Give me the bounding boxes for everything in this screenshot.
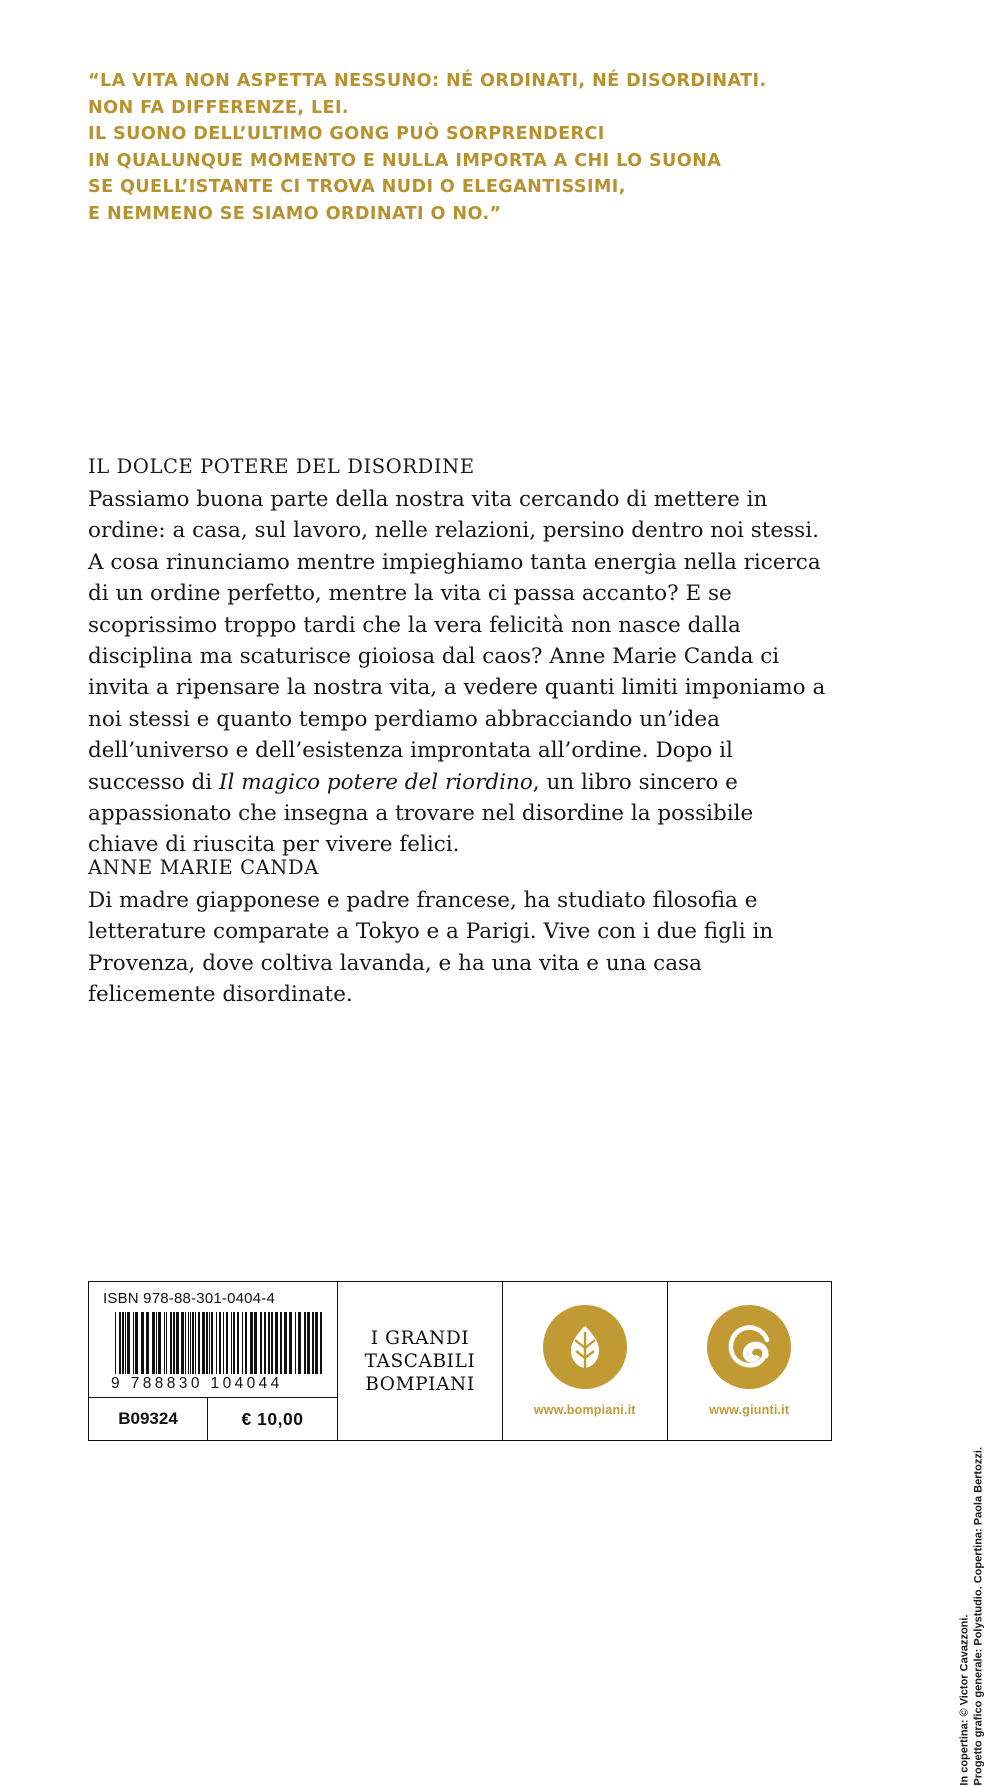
barcode-image <box>115 1312 327 1374</box>
giunti-url[interactable]: www.giunti.it <box>709 1403 790 1417</box>
price: € 10,00 <box>241 1408 304 1429</box>
pull-quote-line-1: “LA VITA NON ASPETTA NESSUNO: NÉ ORDINATI, NÉ DISORDINATI. <box>88 71 767 91</box>
barcode-digits: 9 788830 104044 <box>111 1375 283 1392</box>
imprint-line-1: I GRANDI <box>370 1327 470 1349</box>
pull-quote-line-6: E NEMMENO SE SIAMO ORDINATI O NO.” <box>88 203 502 224</box>
imprint-line-2: TASCABILI <box>364 1350 476 1372</box>
imprint-line-3: BOMPIANI <box>365 1373 475 1395</box>
blurb-body-part2: , un libro sincero e appassionato che insegna a trovare nel disordine la possibile chiave di riuscita per vivere felici. <box>88 769 754 858</box>
pull-quote-line-3: IL SUONO DELL’ULTIMO GONG PUÒ SORPRENDERCI <box>88 124 605 144</box>
pull-quote <box>88 68 868 227</box>
giunti-logo-block <box>667 1282 832 1440</box>
blurb-section <box>88 452 828 861</box>
product-code: B09324 <box>89 1398 208 1440</box>
isbn-barcode-block <box>89 1282 337 1440</box>
bompiani-logo-icon <box>543 1305 627 1389</box>
imprint-lines <box>365 1327 476 1396</box>
pull-quote-line-2: NON FA DIFFERENZE, LEI. <box>88 97 350 118</box>
isbn-top <box>89 1282 337 1397</box>
isbn-label: ISBN 978-88-301-0404-4 <box>103 1290 276 1307</box>
author-name: ANNE MARIE CANDA <box>88 856 319 879</box>
giunti-logo-icon <box>707 1305 791 1389</box>
pull-quote-line-4: IN QUALUNQUE MOMENTO E NULLA IMPORTA A CHI LO SUONA <box>88 150 722 171</box>
isbn-bottom-row <box>89 1397 337 1440</box>
blurb-body-italic-title: Il magico potere del riordino <box>219 769 533 795</box>
imprint-block <box>337 1282 502 1440</box>
cover-credits <box>958 1447 986 1786</box>
blurb-body-part1: Passiamo buona parte della nostra vita cercando di mettere in ordine: a casa, sul lavoro, nelle relazioni, persino dentro noi stessi. A cosa rinunciamo mentre impieghiamo tanta energia nella ricerca di un ordine perfetto, mentre la vita ci passa accanto? E se scoprissimo troppo tardi che la vera felicità non nasce dalla disciplina ma scaturisce gioiosa dal caos? Anne Marie Canda ci invita a ripensare la nostra vita, a vedere quanti limiti imponiamo a noi stessi e quanto tempo perdiamo abbracciando un’idea dell’universo e dell’esistenza improntata all’ordine. Dopo il successo di <box>88 487 826 795</box>
bottom-info-strip <box>88 1281 832 1441</box>
bompiani-url[interactable]: www.bompiani.it <box>533 1403 636 1417</box>
barcode-gap <box>322 1312 324 1374</box>
credits-line-1: In copertina: © Victor Cavazzoni. <box>959 1614 971 1786</box>
blurb-body <box>88 484 828 861</box>
blurb-title: IL DOLCE POTERE DEL DISORDINE <box>88 455 475 478</box>
author-bio: Di madre giapponese e padre francese, ha studiato filosofia e letterature comparate a Tokyo e a Parigi. Vive con i due figli in Provenza, dove coltiva lavanda, e ha una vita e una casa felicemente disordinate. <box>88 888 774 1008</box>
pull-quote-line-5: SE QUELL’ISTANTE CI TROVA NUDI O ELEGANTISSIMI, <box>88 177 626 197</box>
credits-line-2: Progetto grafico generale: Polystudio. Copertina: Paola Bertozzi. <box>973 1447 985 1786</box>
bompiani-logo-block <box>502 1282 667 1440</box>
author-section <box>88 853 828 1011</box>
